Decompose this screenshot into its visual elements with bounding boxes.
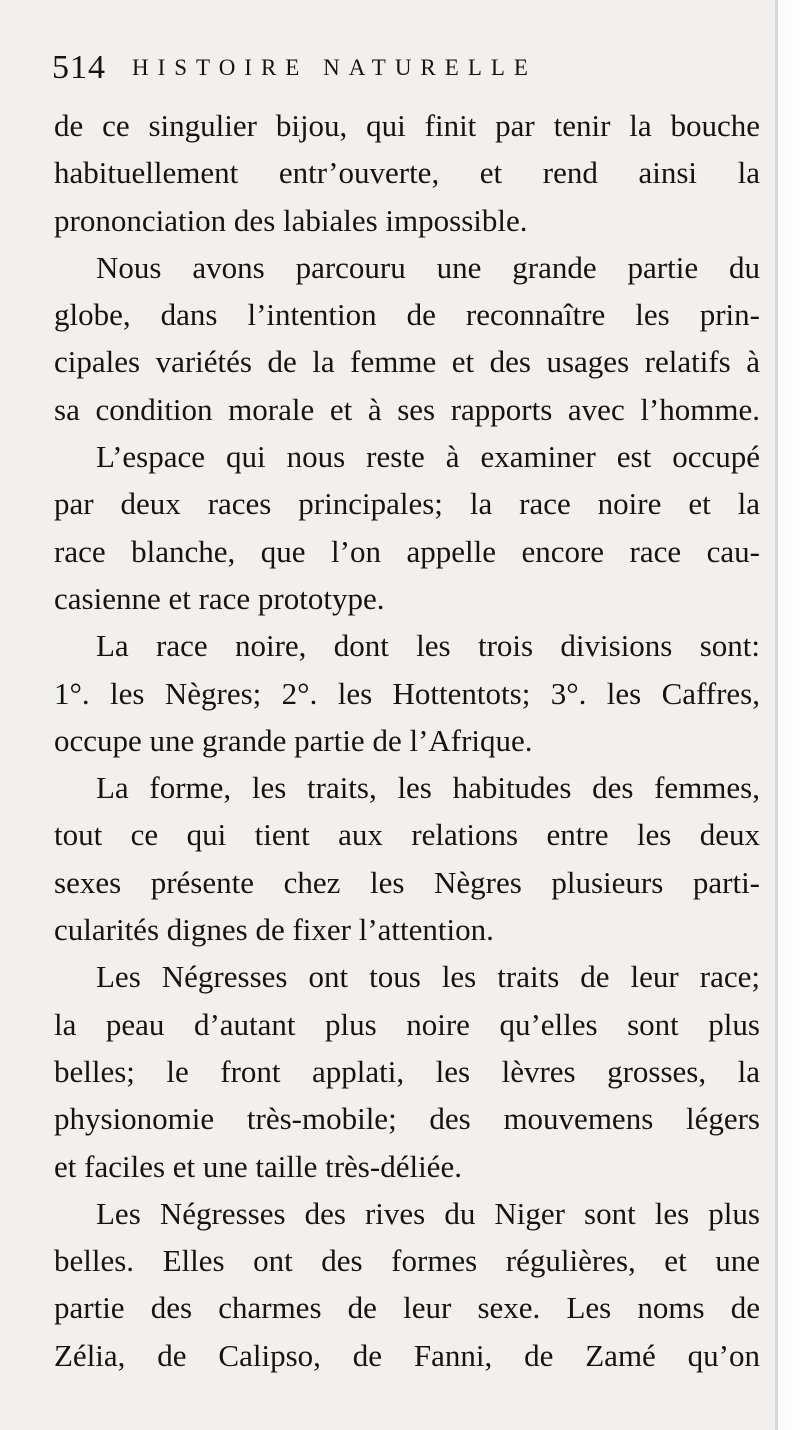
text-line: sexes présente chez les Nègres plusieurs parti- [54,864,760,900]
text-line: 1°. les Nègres; 2°. les Hottentots; 3°. les Caffres, [54,675,760,711]
page-number: 514 [52,49,106,86]
text-line: cularités dignes de fixer l’attention. [54,912,494,948]
text-line: et faciles et une taille très-déliée. [54,1148,462,1184]
page-header [52,44,752,92]
text-line: habituellement entr’ouverte, et rend ainsi la [54,155,760,191]
text-line: belles; le front applati, les lèvres grosses, la [54,1053,760,1089]
text-line: occupe une grande partie de l’Afrique. [54,722,533,758]
text-line: prononciation des labiales impossible. [54,202,528,238]
text-line: physionomie très-mobile; des mouvemens légers [54,1101,760,1137]
text-line: casienne et race prototype. [54,580,385,616]
text-line: globe, dans l’intention de reconnaître les prin- [54,297,760,333]
text-line: Les Négresses des rives du Niger sont les plus [96,1195,760,1231]
text-line: La race noire, dont les trois divisions sont: [96,628,760,664]
text-line: belles. Elles ont des formes régulières, et une [54,1243,760,1279]
text-line: par deux races principales; la race noire et la [54,486,760,522]
text-line: Zélia, de Calipso, de Fanni, de Zamé qu’on [54,1337,760,1373]
text-line: Les Négresses ont tous les traits de leur race; [96,959,760,995]
text-line: La forme, les traits, les habitudes des femmes, [96,770,760,806]
text-line: cipales variétés de la femme et des usages relatifs à [54,344,760,380]
text-line: Nous avons parcouru une grande partie du [96,249,760,285]
text-line: la peau d’autant plus noire qu’elles sont plus [54,1006,760,1042]
running-title: HISTOIRE NATURELLE [132,55,537,80]
text-line: partie des charmes de leur sexe. Les noms de [54,1290,760,1326]
text-line: de ce singulier bijou, qui finit par tenir la bouche [54,108,760,143]
page-edge [778,0,800,1430]
text-line: race blanche, que l’on appelle encore race cau- [54,533,760,569]
text-line: sa condition morale et à ses rapports avec l’homme. [54,391,760,427]
text-line: L’espace qui nous reste à examiner est occupé [96,439,760,475]
body-text [54,102,760,1379]
text-line: tout ce qui tient aux relations entre les deux [54,817,760,853]
